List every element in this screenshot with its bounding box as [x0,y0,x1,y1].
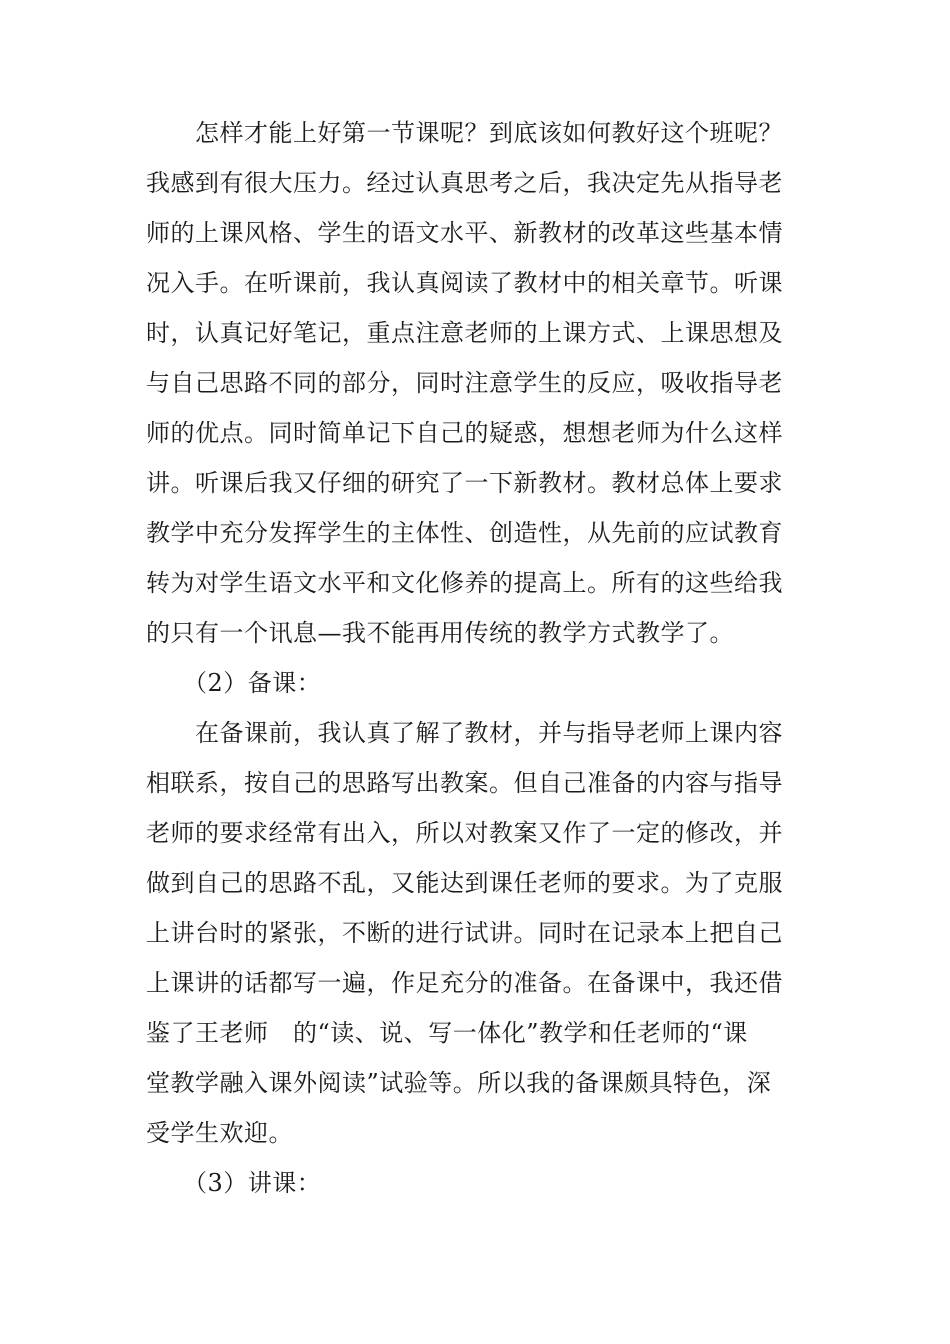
text-line: 我感到有很大压力。经过认真思考之后，我决定先从指导老 [146,169,783,197]
text-line: 讲。听课后我又仔细的研究了一下新教材。教材总体上要求 [146,469,783,497]
section-heading: （2）备课： [146,669,322,697]
text-line: 在备课前，我认真了解了教材，并与指导老师上课内容 [146,719,783,747]
text-line: 怎样才能上好第一节课呢？到底该如何教好这个班呢？ [146,119,783,147]
text-line: 做到自己的思路不乱，又能达到课任老师的要求。为了克服 [146,869,783,897]
text-line: 师的上课风格、学生的语文水平、新教材的改革这些基本情 [146,219,783,247]
text-line: 师的优点。同时简单记下自己的疑惑，想想老师为什么这样 [146,419,783,447]
text-line: 转为对学生语文水平和文化修养的提高上。所有的这些给我 [146,569,783,597]
text-line: 上讲台时的紧张，不断的进行试讲。同时在记录本上把自己 [146,919,783,947]
text-line: 上课讲的话都写一遍，作足充分的准备。在备课中，我还借 [146,969,783,997]
text-line: 教学中充分发挥学生的主体性、创造性，从先前的应试教育 [146,519,783,547]
section-heading: （3）讲课： [146,1169,322,1197]
text-line: 与自己思路不同的部分，同时注意学生的反应，吸收指导老 [146,369,783,397]
text-line: 堂教学融入课外阅读”试验等。所以我的备课颇具特色，深 [146,1069,772,1097]
text-line: 相联系，按自己的思路写出教案。但自己准备的内容与指导 [146,769,783,797]
text-line: 况入手。在听课前，我认真阅读了教材中的相关章节。听课 [146,269,783,297]
text-line: 时，认真记好笔记，重点注意老师的上课方式、上课思想及 [146,319,783,347]
text-line: 鉴了王老师 的“读、说、写一体化”教学和任老师的“课 [146,1019,748,1047]
text-line: 的只有一个讯息—我不能再用传统的教学方式教学了。 [146,619,734,647]
text-line: 受学生欢迎。 [146,1119,293,1147]
text-line: 老师的要求经常有出入，所以对教案又作了一定的修改，并 [146,819,783,847]
